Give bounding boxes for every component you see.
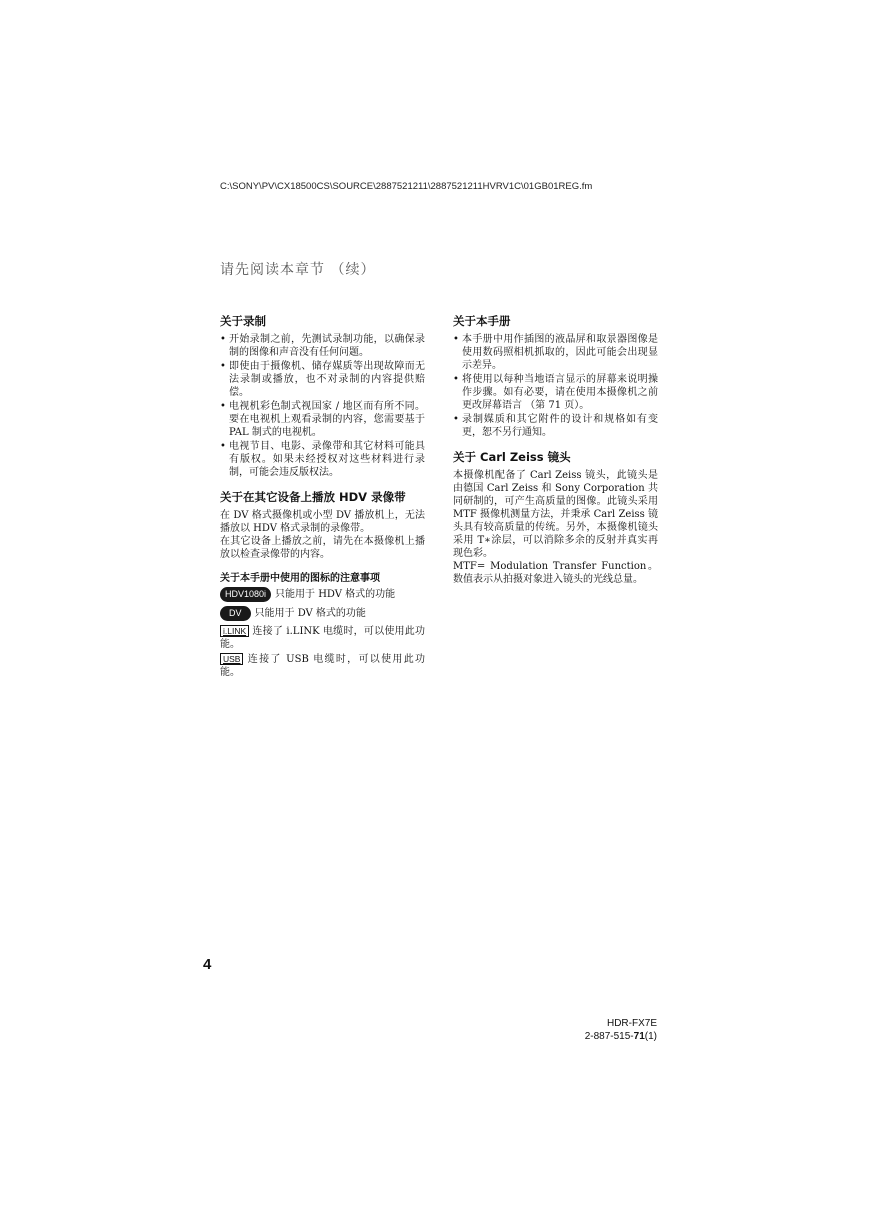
ilink-icon-note: [220, 625, 425, 651]
model-info: [585, 1017, 657, 1043]
hdv-icon-text: 只能用于 HDV 格式的功能: [275, 589, 396, 600]
list-item: • 电视机彩色制式视国家 / 地区而有所不同。要在电视机上观看录制的内容，您需要基于 PAL 制式的电视机。: [220, 400, 425, 439]
right-column: [453, 313, 658, 586]
list-item: • 本手册中用作插图的液晶屏和取景器图像是使用数码照相机抓取的，因此可能会出现显示差异。: [453, 333, 658, 372]
recording-heading: 关于录制: [220, 314, 266, 328]
list-item: • 开始录制之前，先测试录制功能，以确保录制的图像和声音没有任何问题。: [220, 333, 425, 359]
zeiss-paragraph-2: MTF= Modulation Transfer Function。数值表示从拍摄对象进入镜头的光线总量。: [453, 561, 658, 585]
list-item: • 即使由于摄像机、储存媒质等出现故障而无法录制或播放，也不对录制的内容提供赔偿。: [220, 360, 425, 399]
page-number: 4: [203, 956, 212, 973]
dv-icon: DV: [220, 606, 251, 621]
part-prefix: 2-887-515-: [584, 1031, 634, 1042]
dv-icon-note: [220, 606, 425, 621]
hdv1080i-icon: HDV1080i: [220, 587, 271, 602]
recording-list: [220, 333, 425, 479]
file-path: C:\SONY\PV\CX18500CS\SOURCE\2887521211\2887521211HVRV1C\01GB01REG.fm: [220, 181, 593, 192]
zeiss-paragraph-1: 本摄像机配备了 Carl Zeiss 镜头，此镜头是由德国 Carl Zeiss 和 Sony Corporation 共同研制的，可产生高质量的图像。此镜头采用 MTF 摄像机测量方法，并秉承 Carl Zeiss 镜头具有较高质量的传统。另外，本摄像机镜头采用 T∗涂层，可以消除多余的反射并真实再现色彩。: [453, 470, 658, 559]
left-column: [220, 313, 425, 681]
part-bold: 71: [633, 1031, 645, 1042]
usb-icon-note: [220, 653, 425, 679]
usb-icon-text: 连接了 USB 电缆时，可以使用此功能。: [220, 654, 425, 678]
ilink-icon: i.LINK: [220, 625, 249, 637]
list-item: • 电视节目、电影、录像带和其它材料可能具有版权。如果未经授权对这些材料进行录制，可能会违反版权法。: [220, 440, 425, 479]
zeiss-heading: 关于 Carl Zeiss 镜头: [453, 450, 571, 464]
hdv-heading: 关于在其它设备上播放 HDV 录像带: [220, 490, 406, 504]
icons-heading: 关于本手册中使用的图标的注意事项: [220, 573, 380, 584]
manual-heading: 关于本手册: [453, 314, 511, 328]
hdv-paragraph-1: 在 DV 格式摄像机或小型 DV 播放机上，无法播放以 HDV 格式录制的录像带。: [220, 510, 425, 534]
manual-list: [453, 333, 658, 439]
model-name: HDR-FX7E: [606, 1018, 657, 1029]
hdv-paragraph-2: 在其它设备上播放之前，请先在本摄像机上播放以检查录像带的内容。: [220, 536, 425, 560]
usb-icon: USB: [220, 653, 243, 665]
ilink-icon-text: 连接了 i.LINK 电缆时，可以使用此功能。: [220, 626, 425, 650]
dv-icon-text: 只能用于 DV 格式的功能: [254, 608, 366, 619]
part-suffix: (1): [644, 1031, 657, 1042]
section-title: 请先阅读本章节 （续）: [220, 262, 376, 278]
list-item: • 录制媒质和其它附件的设计和规格如有变更，恕不另行通知。: [453, 413, 658, 439]
list-item: • 将使用以每种当地语言显示的屏幕来说明操作步骤。如有必要，请在使用本摄像机之前更改屏幕语言 （第 71 页）。: [453, 373, 658, 412]
hdv-icon-note: [220, 587, 425, 602]
part-number: [585, 1030, 657, 1043]
